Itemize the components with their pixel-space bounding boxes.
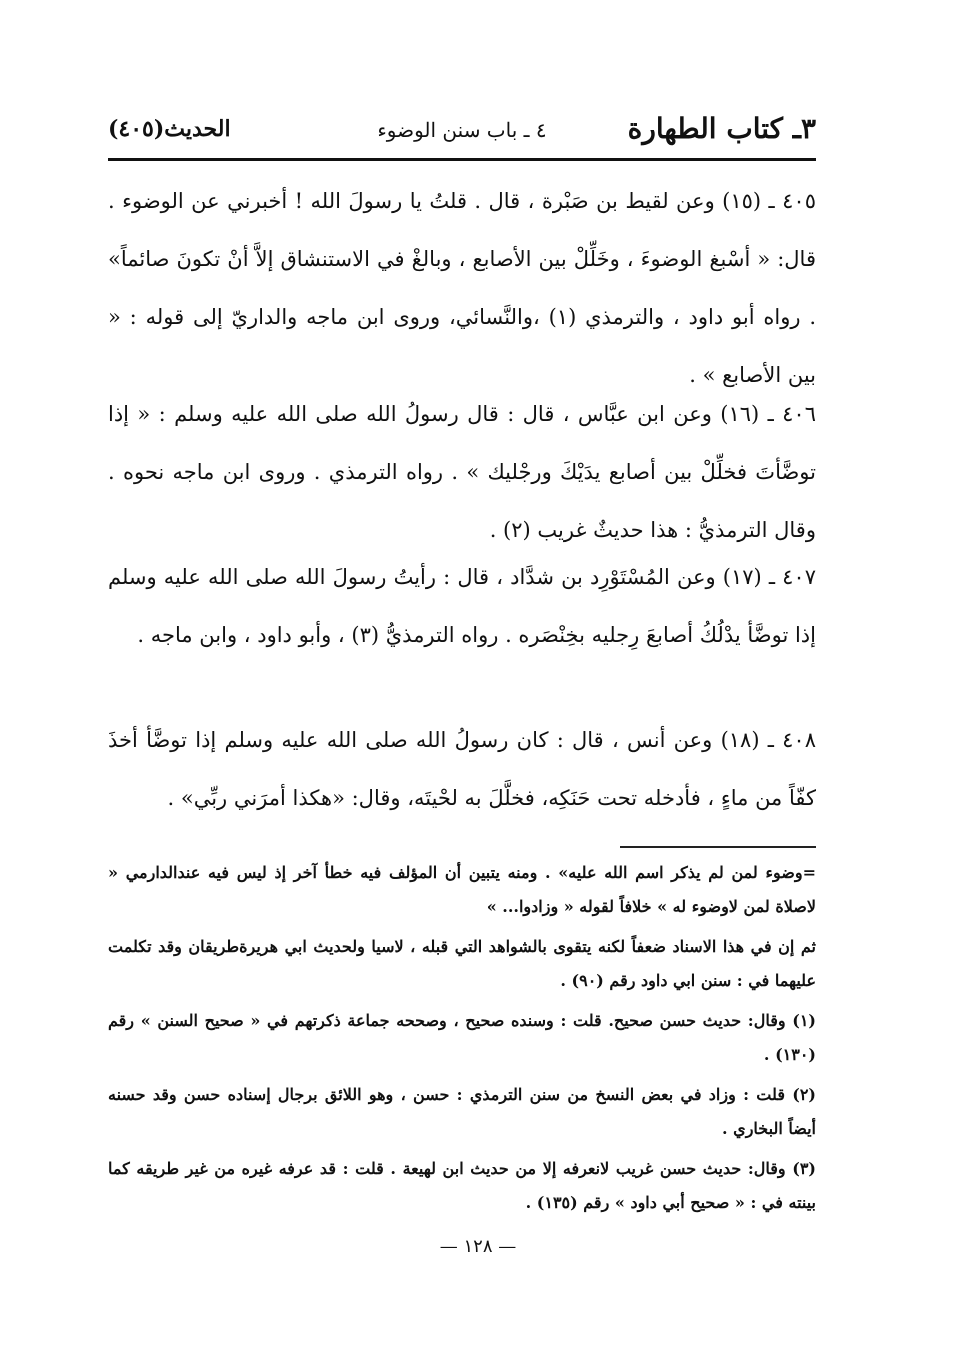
book-title: ٣ـ كتاب الطهارة (627, 112, 816, 145)
footnote-3: (٣) وقال: حديث حسن غريب لانعرفه إلا من حديث ابن لهيعة . قلت : قد عرفه غيره من غير طريقه كما بينته في : « صحيح أبي داود » رقم (١٣٥) . (108, 1159, 816, 1212)
footnote-continuation: ثم إن في هذا الاسناد ضعفاً لكنه يتقوى بالشواهد التي قبله ، لاسيا ولحديث ابي هريرةطريقان وقد تكلمت عليهما في : سنن ابي داود رقم (٩٠) . (108, 937, 816, 990)
hadith-number: ٤٠٧ ـ (١٧) (722, 565, 816, 589)
footnote-1: (١) وقال: حديث حسن صحيح. قلت : وسنده صحيح ، وصححه جماعة ذكرتهم في « صحيح السنن » رقم (١٣٠) . (108, 1011, 816, 1064)
header-divider (108, 158, 816, 161)
hadith-text: وعن المُسْتَوْرِد بن شدَّاد ، قال : رأيتُ رسولَ الله صلى الله عليه وسلم إذا توضَّأ يدْلُكُ أصابعَ رِجليه بخِنْصَره . رواه الترمذيُّ (٣) ، وأبو داود ، وابن ماجه . (108, 565, 816, 647)
hadith-408 (108, 711, 816, 827)
hadith-range: الحديث(٤٠٥) (108, 116, 231, 142)
hadith-407 (108, 548, 816, 664)
footnote-divider (620, 846, 816, 848)
hadith-406 (108, 385, 816, 559)
hadith-number: ٤٠٨ ـ (١٨) (720, 728, 816, 752)
chapter-title: ٤ ـ باب سنن الوضوء (377, 118, 547, 142)
hadith-text: وعن لقيط بن صَبْرة ، قال . قلتُ يا رسولَ الله ! أخبرني عن الوضوء . قال: « أسْبغ الوضوءَ ، وخَلِّلْ بين الأصابع ، وبالغْ في الاستنشاق إلاَّ أنْ تكونَ صائماً» . رواه أبو داود ، والترمذي (١) ،والنَّسائي، وروى ابن ماجه والداريّ إلى قوله : « بين الأصابع » . (108, 189, 817, 387)
hadith-number: ٤٠٥ ـ (١٥) (722, 189, 816, 213)
hadith-405 (108, 172, 816, 404)
footnotes (108, 856, 816, 1226)
hadith-number: ٤٠٦ ـ (١٦) (720, 402, 816, 426)
page-number: — ١٢٨ — (439, 1236, 517, 1257)
hadith-text: وعن أنس ، قال : كان رسولُ الله صلى الله عليه وسلم إذا توضَّأ أخذَ كفّاً من ماءٍ ، فأدخله تحت حَنَكِه، فخلَّلَ به لحْيتَه، وقال: «هكذا أمرَني ربِّي» . (108, 728, 816, 810)
footnote-continuation: =وضوء لمن لم يذكر اسم الله عليه» . ومنه يتبين أن المؤلف فيه خطأ آخر إذ ليس فيه عندالدارمي « لاصلاة لمن لاوضوء له » خلافاً لقوله « وزادوا... » (108, 863, 816, 916)
footnote-2: (٢) قلت : وزاد في بعض النسخ من سنن الترمذي : حسن ، وهو اللائق برجال إسناده حسن وقد حسنه أيضاً البخاري . (108, 1085, 816, 1138)
hadith-text: وعن ابن عبَّاس ، قال : قال رسولُ الله صلى الله عليه وسلم : « إذا توضَّأتَ فخلِّلْ بين أصابع يدَيْكَ ورجْليك » . رواه الترمذي . وروى ابن ماجه نحوه . وقال الترمذيُّ : هذا حديثٌ غريب (٢) . (108, 402, 816, 542)
running-header (108, 112, 816, 156)
